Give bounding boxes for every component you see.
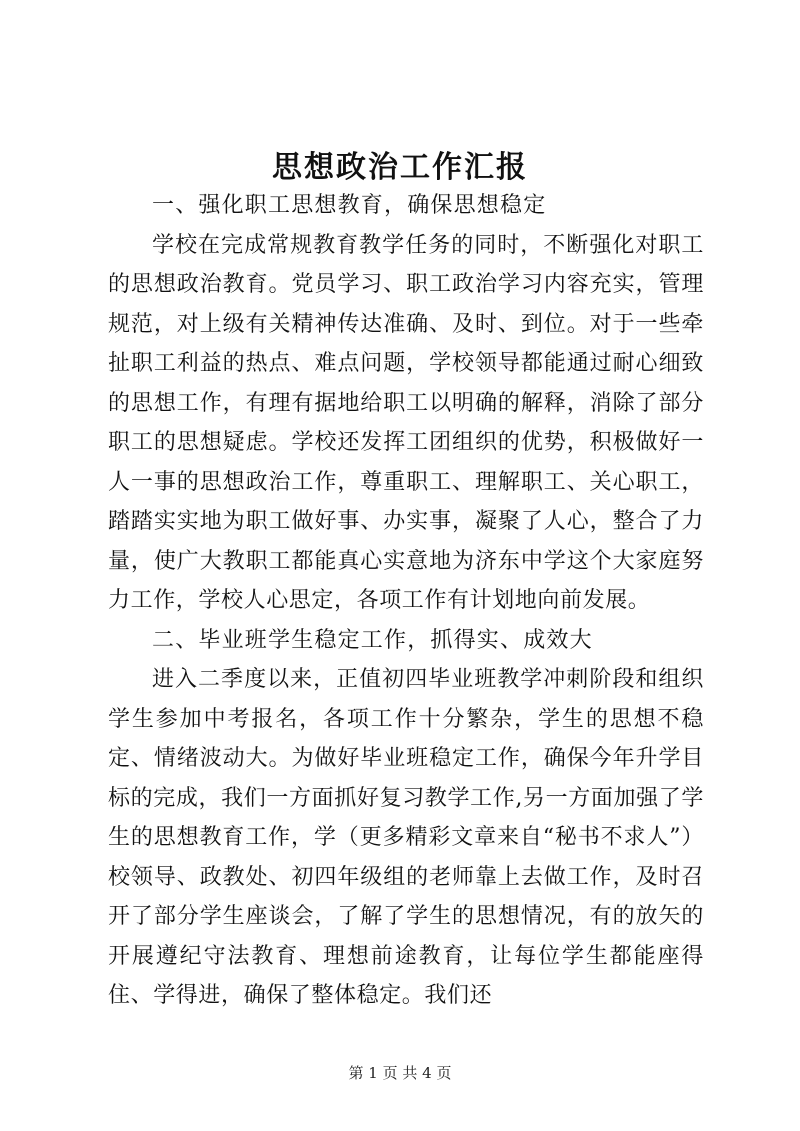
section-paragraph-2: 进入二季度以来，正值初四毕业班教学冲刺阶段和组织学生参加中考报名，各项工作十分繁杂，学生的思想不稳定、情绪波动大。为做好毕业班稳定工作，确保今年升学目标的完成，我们一方面抓好复习教学工作,另一方面加强了学生的思想教育工作，学（更多精彩文章来自“秘书不求人”）校领导、政教处、初四年级组的老师靠上去做工作，及时召开了部分学生座谈会，了解了学生的思想情况，有的放矢的开展遵纪守法教育、理想前途教育，让每位学生都能座得住、学得进，确保了整体稳定。我们还 xyxy=(108,667,704,1008)
document-body xyxy=(108,186,704,1016)
page-number-footer: 第 1 页 共 4 页 xyxy=(348,1064,452,1082)
section-heading-2: 二、毕业班学生稳定工作，抓得实、成效大 xyxy=(152,627,593,653)
section-heading-1: 一、强化职工思想教育，确保思想稳定 xyxy=(152,193,547,218)
section-paragraph-1: 学校在完成常规教育教学任务的同时，不断强化对职工的思想政治教育。党员学习、职工政治学习内容充实，管理规范，对上级有关精神传达准确、及时、到位。对于一些牵扯职工利益的热点、难点问题，学校领导都能通过耐心细致的思想工作，有理有据地给职工以明确的解释，消除了部分职工的思想疑虑。学校还发挥工团组织的优势，积极做好一人一事的思想政治工作，尊重职工、理解职工、关心职工，踏踏实实地为职工做好事、办实事，凝聚了人心，整合了力量，使广大教职工都能真心实意地为济东中学这个大家庭努力工作，学校人心思定，各项工作有计划地向前发展。 xyxy=(108,232,704,613)
document-title: 思想政治工作汇报 xyxy=(272,150,528,185)
